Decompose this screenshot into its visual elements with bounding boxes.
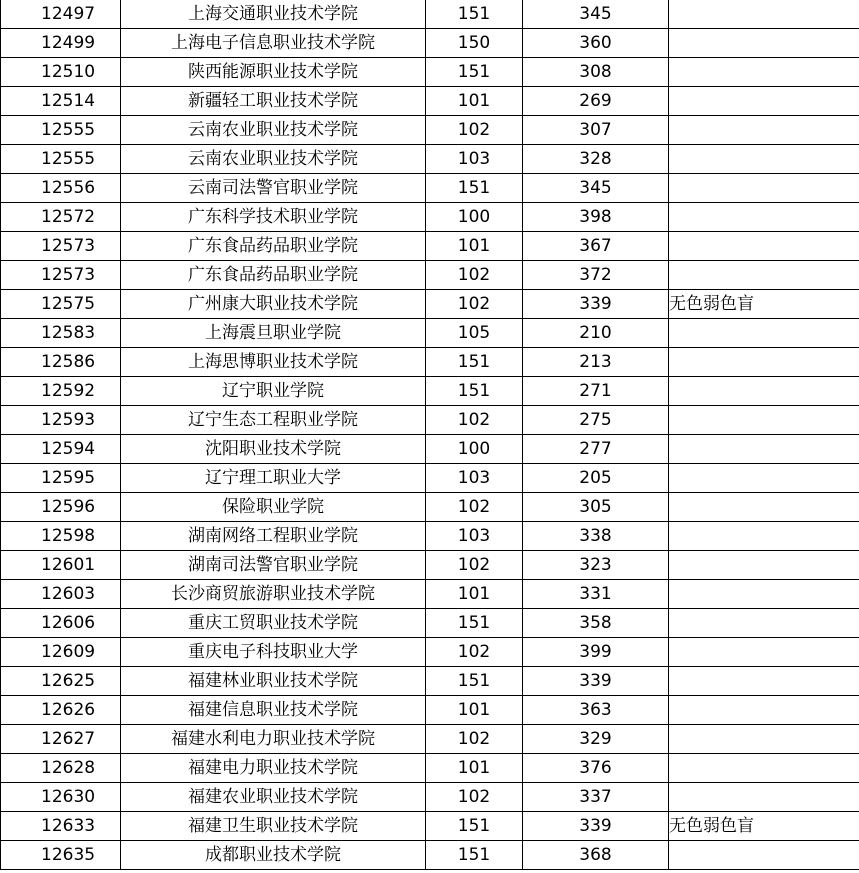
note-cell [669, 783, 859, 812]
score-cell: 308 [523, 58, 669, 87]
school-name-cell: 辽宁理工职业大学 [121, 464, 426, 493]
note-cell [669, 580, 859, 609]
school-code-cell: 12625 [1, 667, 121, 696]
note-cell [669, 841, 859, 870]
score-cell: 277 [523, 435, 669, 464]
subject-code-cell: 151 [426, 174, 523, 203]
table-row [1, 406, 859, 435]
note-cell [669, 319, 859, 348]
school-code-cell: 12572 [1, 203, 121, 232]
subject-code-cell: 103 [426, 522, 523, 551]
score-cell: 329 [523, 725, 669, 754]
subject-code-cell: 101 [426, 754, 523, 783]
note-cell [669, 667, 859, 696]
table-row [1, 464, 859, 493]
subject-code-cell: 100 [426, 435, 523, 464]
note-cell [669, 232, 859, 261]
school-code-cell: 12556 [1, 174, 121, 203]
subject-code-cell: 101 [426, 580, 523, 609]
school-name-cell: 福建信息职业技术学院 [121, 696, 426, 725]
school-code-cell: 12499 [1, 29, 121, 58]
table-row [1, 435, 859, 464]
subject-code-cell: 102 [426, 290, 523, 319]
school-name-cell: 湖南司法警官职业学院 [121, 551, 426, 580]
school-code-cell: 12583 [1, 319, 121, 348]
school-code-cell: 12635 [1, 841, 121, 870]
school-name-cell: 辽宁职业学院 [121, 377, 426, 406]
subject-code-cell: 102 [426, 406, 523, 435]
school-name-cell: 福建电力职业技术学院 [121, 754, 426, 783]
subject-code-cell: 100 [426, 203, 523, 232]
subject-code-cell: 151 [426, 58, 523, 87]
school-name-cell: 广州康大职业技术学院 [121, 290, 426, 319]
subject-code-cell: 151 [426, 348, 523, 377]
score-cell: 337 [523, 783, 669, 812]
note-cell [669, 348, 859, 377]
note-cell [669, 116, 859, 145]
table-row [1, 348, 859, 377]
score-cell: 275 [523, 406, 669, 435]
score-cell: 345 [523, 174, 669, 203]
note-cell [669, 406, 859, 435]
score-cell: 269 [523, 87, 669, 116]
note-cell [669, 493, 859, 522]
table-row [1, 754, 859, 783]
school-code-cell: 12594 [1, 435, 121, 464]
school-code-cell: 12497 [1, 0, 121, 29]
school-name-cell: 福建卫生职业技术学院 [121, 812, 426, 841]
school-code-cell: 12586 [1, 348, 121, 377]
school-code-cell: 12609 [1, 638, 121, 667]
table-row [1, 290, 859, 319]
table-row [1, 812, 859, 841]
school-code-cell: 12596 [1, 493, 121, 522]
note-cell [669, 58, 859, 87]
subject-code-cell: 101 [426, 232, 523, 261]
note-cell [669, 0, 859, 29]
table-row [1, 551, 859, 580]
subject-code-cell: 102 [426, 783, 523, 812]
school-name-cell: 上海电子信息职业技术学院 [121, 29, 426, 58]
note-cell [669, 145, 859, 174]
table-row [1, 841, 859, 870]
school-code-cell: 12573 [1, 261, 121, 290]
subject-code-cell: 151 [426, 377, 523, 406]
school-code-cell: 12598 [1, 522, 121, 551]
note-cell [669, 435, 859, 464]
table-row [1, 609, 859, 638]
school-name-cell: 沈阳职业技术学院 [121, 435, 426, 464]
school-name-cell: 成都职业技术学院 [121, 841, 426, 870]
note-cell [669, 609, 859, 638]
subject-code-cell: 103 [426, 464, 523, 493]
school-code-cell: 12595 [1, 464, 121, 493]
note-cell: 无色弱色盲 [669, 290, 859, 319]
school-name-cell: 广东食品药品职业学院 [121, 232, 426, 261]
table-row [1, 319, 859, 348]
school-code-cell: 12555 [1, 145, 121, 174]
score-cell: 307 [523, 116, 669, 145]
score-cell: 331 [523, 580, 669, 609]
score-cell: 372 [523, 261, 669, 290]
school-name-cell: 福建水利电力职业技术学院 [121, 725, 426, 754]
school-name-cell: 重庆工贸职业技术学院 [121, 609, 426, 638]
school-code-cell: 12575 [1, 290, 121, 319]
school-code-cell: 12606 [1, 609, 121, 638]
school-name-cell: 上海交通职业技术学院 [121, 0, 426, 29]
score-cell: 339 [523, 812, 669, 841]
note-cell [669, 638, 859, 667]
school-name-cell: 广东科学技术职业学院 [121, 203, 426, 232]
subject-code-cell: 102 [426, 493, 523, 522]
table-row [1, 145, 859, 174]
table-row [1, 493, 859, 522]
school-code-cell: 12510 [1, 58, 121, 87]
score-cell: 363 [523, 696, 669, 725]
note-cell [669, 174, 859, 203]
table-row [1, 203, 859, 232]
school-code-cell: 12593 [1, 406, 121, 435]
score-cell: 213 [523, 348, 669, 377]
subject-code-cell: 101 [426, 696, 523, 725]
school-name-cell: 长沙商贸旅游职业技术学院 [121, 580, 426, 609]
school-code-cell: 12628 [1, 754, 121, 783]
school-name-cell: 云南农业职业技术学院 [121, 145, 426, 174]
school-code-cell: 12514 [1, 87, 121, 116]
school-name-cell: 陕西能源职业技术学院 [121, 58, 426, 87]
note-cell [669, 754, 859, 783]
table-row [1, 116, 859, 145]
score-cell: 368 [523, 841, 669, 870]
note-cell [669, 725, 859, 754]
subject-code-cell: 151 [426, 667, 523, 696]
subject-code-cell: 151 [426, 609, 523, 638]
note-cell: 无色弱色盲 [669, 812, 859, 841]
school-name-cell: 广东食品药品职业学院 [121, 261, 426, 290]
table-row [1, 725, 859, 754]
table-row [1, 580, 859, 609]
table-row [1, 174, 859, 203]
table-row [1, 232, 859, 261]
school-name-cell: 新疆轻工职业技术学院 [121, 87, 426, 116]
note-cell [669, 87, 859, 116]
table-row [1, 261, 859, 290]
school-name-cell: 福建农业职业技术学院 [121, 783, 426, 812]
score-cell: 338 [523, 522, 669, 551]
score-cell: 358 [523, 609, 669, 638]
note-cell [669, 551, 859, 580]
subject-code-cell: 151 [426, 812, 523, 841]
note-cell [669, 203, 859, 232]
score-cell: 367 [523, 232, 669, 261]
score-cell: 205 [523, 464, 669, 493]
note-cell [669, 464, 859, 493]
subject-code-cell: 105 [426, 319, 523, 348]
score-cell: 398 [523, 203, 669, 232]
school-name-cell: 上海思博职业技术学院 [121, 348, 426, 377]
score-cell: 376 [523, 754, 669, 783]
score-cell: 210 [523, 319, 669, 348]
score-cell: 339 [523, 290, 669, 319]
table-row [1, 29, 859, 58]
school-code-cell: 12573 [1, 232, 121, 261]
school-name-cell: 湖南网络工程职业学院 [121, 522, 426, 551]
subject-code-cell: 103 [426, 145, 523, 174]
score-cell: 323 [523, 551, 669, 580]
school-name-cell: 辽宁生态工程职业学院 [121, 406, 426, 435]
subject-code-cell: 102 [426, 116, 523, 145]
table-row [1, 58, 859, 87]
school-code-cell: 12626 [1, 696, 121, 725]
subject-code-cell: 102 [426, 638, 523, 667]
subject-code-cell: 102 [426, 551, 523, 580]
school-name-cell: 云南农业职业技术学院 [121, 116, 426, 145]
subject-code-cell: 102 [426, 261, 523, 290]
school-name-cell: 重庆电子科技职业大学 [121, 638, 426, 667]
school-name-cell: 上海震旦职业学院 [121, 319, 426, 348]
table-row [1, 638, 859, 667]
score-cell: 345 [523, 0, 669, 29]
table-row [1, 87, 859, 116]
school-code-cell: 12630 [1, 783, 121, 812]
note-cell [669, 377, 859, 406]
school-code-cell: 12627 [1, 725, 121, 754]
school-name-cell: 福建林业职业技术学院 [121, 667, 426, 696]
note-cell [669, 29, 859, 58]
score-cell: 328 [523, 145, 669, 174]
table-body [1, 0, 859, 870]
subject-code-cell: 150 [426, 29, 523, 58]
school-name-cell: 保险职业学院 [121, 493, 426, 522]
table-row [1, 0, 859, 29]
school-code-cell: 12555 [1, 116, 121, 145]
subject-code-cell: 101 [426, 87, 523, 116]
table-row [1, 667, 859, 696]
score-cell: 399 [523, 638, 669, 667]
score-cell: 271 [523, 377, 669, 406]
subject-code-cell: 102 [426, 725, 523, 754]
table-row [1, 377, 859, 406]
note-cell [669, 696, 859, 725]
table-row [1, 522, 859, 551]
note-cell [669, 261, 859, 290]
school-code-cell: 12601 [1, 551, 121, 580]
subject-code-cell: 151 [426, 0, 523, 29]
score-cell: 305 [523, 493, 669, 522]
table-row [1, 783, 859, 812]
note-cell [669, 522, 859, 551]
subject-code-cell: 151 [426, 841, 523, 870]
table-row [1, 696, 859, 725]
score-cell: 339 [523, 667, 669, 696]
score-cell: 360 [523, 29, 669, 58]
school-code-cell: 12633 [1, 812, 121, 841]
school-name-cell: 云南司法警官职业学院 [121, 174, 426, 203]
school-code-cell: 12603 [1, 580, 121, 609]
school-code-cell: 12592 [1, 377, 121, 406]
